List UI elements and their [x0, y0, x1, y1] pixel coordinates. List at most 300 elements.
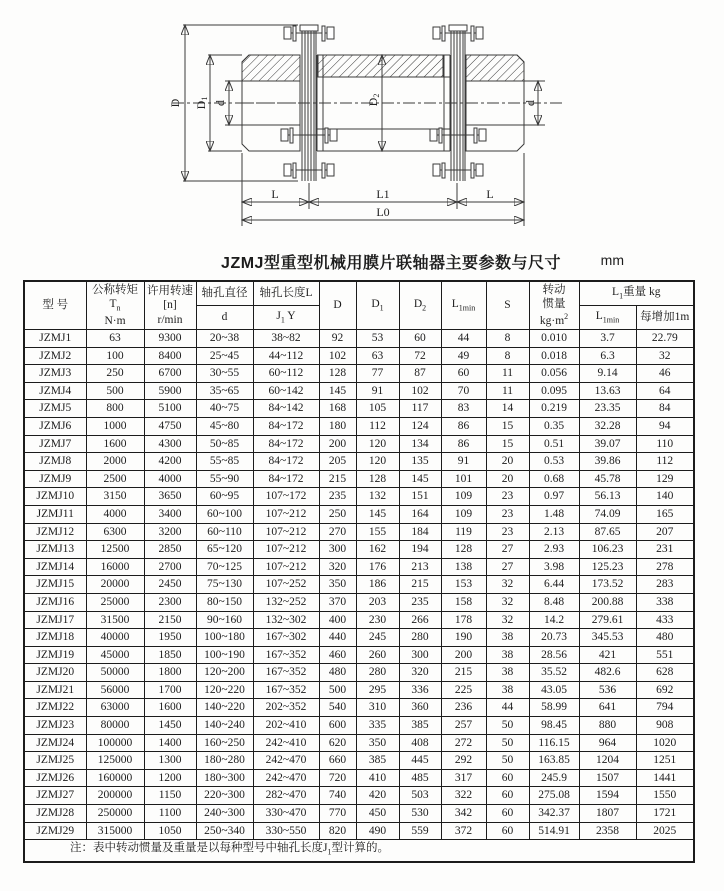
table-cell: 540 — [319, 699, 356, 717]
table-cell: 551 — [636, 646, 694, 664]
table-row — [24, 646, 694, 664]
table-cell: 138 — [441, 558, 486, 576]
table-cell: 23 — [486, 505, 529, 523]
table-cell: JZMJ9 — [24, 470, 86, 488]
table-cell: 155 — [356, 523, 399, 541]
header-weight-Lmin: $L_{1min}$ — [579, 306, 636, 330]
table-cell: 235 — [319, 488, 356, 506]
table-cell: 32 — [636, 347, 694, 365]
table-cell: 480 — [636, 629, 694, 647]
table-cell: 3150 — [86, 488, 144, 506]
table-row — [24, 611, 694, 629]
table-cell: 132~302 — [253, 611, 319, 629]
table-row — [24, 453, 694, 471]
table-cell: 107~252 — [253, 576, 319, 594]
page-title: JZMJ型重型机械用膜片联轴器主要参数与尺寸 — [221, 255, 561, 272]
table-cell: 245.9 — [529, 769, 579, 787]
table-cell: 128 — [319, 365, 356, 383]
table-cell: 800 — [86, 400, 144, 418]
table-cell: 1721 — [636, 805, 694, 823]
table-cell: 280 — [399, 629, 441, 647]
table-cell: 1251 — [636, 752, 694, 770]
table-cell: 128 — [356, 470, 399, 488]
table-cell: 4300 — [144, 435, 196, 453]
table-cell: 345.53 — [579, 629, 636, 647]
table-cell: 1550 — [636, 787, 694, 805]
coupling-drawing — [0, 0, 724, 246]
table-cell: 35.52 — [529, 664, 579, 682]
table-cell: 410 — [356, 769, 399, 787]
dim-label-d-right: d — [523, 100, 537, 106]
table-cell: 15 — [486, 435, 529, 453]
table-cell: 200 — [319, 435, 356, 453]
table-cell: 135 — [399, 453, 441, 471]
table-cell: 628 — [636, 664, 694, 682]
table-cell: 63 — [356, 347, 399, 365]
table-cell: 70 — [441, 382, 486, 400]
table-cell: 310 — [356, 699, 399, 717]
table-cell: 60~95 — [196, 488, 253, 506]
table-cell: 372 — [441, 822, 486, 840]
table-cell: 30~55 — [196, 365, 253, 383]
header-speed: 许用转速 [n] r/min — [144, 281, 196, 330]
table-cell: 45000 — [86, 646, 144, 664]
table-cell: 1020 — [636, 734, 694, 752]
table-cell: 295 — [356, 681, 399, 699]
table-cell: 1700 — [144, 681, 196, 699]
dim-label-L-left: L — [271, 187, 279, 201]
table-cell: 250000 — [86, 805, 144, 823]
table-cell: JZMJ1 — [24, 330, 86, 348]
table-cell: 3.98 — [529, 558, 579, 576]
table-cell: 317 — [441, 769, 486, 787]
dim-label-L0: L0 — [376, 205, 390, 219]
table-row — [24, 382, 694, 400]
table-cell: 60~110 — [196, 523, 253, 541]
table-cell: 908 — [636, 717, 694, 735]
header-d-symbol: d — [196, 306, 253, 330]
table-cell: 43.05 — [529, 681, 579, 699]
table-cell: 128 — [441, 541, 486, 559]
table-cell: 27 — [486, 558, 529, 576]
table-cell: 500 — [319, 681, 356, 699]
table-cell: 50 — [486, 752, 529, 770]
table-cell: JZMJ25 — [24, 752, 86, 770]
table-cell: JZMJ7 — [24, 435, 86, 453]
table-cell: 180~280 — [196, 752, 253, 770]
table-cell: 14.2 — [529, 611, 579, 629]
table-cell: 167~352 — [253, 664, 319, 682]
table-cell: JZMJ8 — [24, 453, 86, 471]
table-row — [24, 664, 694, 682]
table-cell: 70~125 — [196, 558, 253, 576]
table-cell: 56.13 — [579, 488, 636, 506]
table-cell: 482.6 — [579, 664, 636, 682]
table-cell: 342 — [441, 805, 486, 823]
table-cell: 660 — [319, 752, 356, 770]
table-cell: 158 — [441, 593, 486, 611]
table-cell: 8 — [486, 347, 529, 365]
table-cell: 0.010 — [529, 330, 579, 348]
table-cell: 1807 — [579, 805, 636, 823]
table-cell: 153 — [441, 576, 486, 594]
table-cell: 91 — [356, 382, 399, 400]
header-model: 型 号 — [24, 281, 86, 330]
table-cell: 260 — [356, 646, 399, 664]
table-cell: 55~85 — [196, 453, 253, 471]
table-cell: 0.056 — [529, 365, 579, 383]
table-cell: JZMJ21 — [24, 681, 86, 699]
table-cell: 880 — [579, 717, 636, 735]
table-cell: JZMJ5 — [24, 400, 86, 418]
table-cell: 132~252 — [253, 593, 319, 611]
table-row — [24, 470, 694, 488]
table-cell: 38~82 — [253, 330, 319, 348]
table-cell: 60 — [441, 365, 486, 383]
table-cell: 4000 — [144, 470, 196, 488]
table-row — [24, 558, 694, 576]
table-cell: 283 — [636, 576, 694, 594]
table-row — [24, 699, 694, 717]
dim-label-L-right: L — [486, 187, 494, 201]
table-cell: 60~100 — [196, 505, 253, 523]
table-cell: 87.65 — [579, 523, 636, 541]
table-cell: JZMJ26 — [24, 769, 86, 787]
table-cell: 559 — [399, 822, 441, 840]
table-cell: 740 — [319, 787, 356, 805]
table-cell: 215 — [399, 576, 441, 594]
table-cell: 186 — [356, 576, 399, 594]
table-cell: 2000 — [86, 453, 144, 471]
table-cell: 167~302 — [253, 629, 319, 647]
table-row — [24, 717, 694, 735]
table-cell: 385 — [399, 717, 441, 735]
table-cell: 25~45 — [196, 347, 253, 365]
table-cell: JZMJ4 — [24, 382, 86, 400]
table-cell: 207 — [636, 523, 694, 541]
table-cell: 162 — [356, 541, 399, 559]
table-cell: JZMJ2 — [24, 347, 86, 365]
table-cell: 480 — [319, 664, 356, 682]
table-cell: 320 — [319, 558, 356, 576]
table-row — [24, 681, 694, 699]
table-cell: 173.52 — [579, 576, 636, 594]
table-cell: 194 — [399, 541, 441, 559]
table-cell: 0.97 — [529, 488, 579, 506]
table-cell: 80~150 — [196, 593, 253, 611]
table-cell: 231 — [636, 541, 694, 559]
table-row — [24, 787, 694, 805]
table-cell: 102 — [399, 382, 441, 400]
table-cell: 165 — [636, 505, 694, 523]
table-cell: 180~300 — [196, 769, 253, 787]
table-cell: 134 — [399, 435, 441, 453]
table-cell: 236 — [441, 699, 486, 717]
table-cell: 106.23 — [579, 541, 636, 559]
table-cell: JZMJ16 — [24, 593, 86, 611]
table-cell: 190 — [441, 629, 486, 647]
table-cell: 60~142 — [253, 382, 319, 400]
table-cell: 2450 — [144, 576, 196, 594]
table-cell: 2150 — [144, 611, 196, 629]
table-cell: 235 — [399, 593, 441, 611]
table-cell: 120~200 — [196, 664, 253, 682]
table-cell: 530 — [399, 805, 441, 823]
table-cell: 440 — [319, 629, 356, 647]
table-cell: 23 — [486, 488, 529, 506]
table-cell: 6.44 — [529, 576, 579, 594]
table-cell: 50~85 — [196, 435, 253, 453]
table-row — [24, 752, 694, 770]
table-cell: 23.35 — [579, 400, 636, 418]
table-cell: 27 — [486, 541, 529, 559]
table-cell: 129 — [636, 470, 694, 488]
table-cell: 160~250 — [196, 734, 253, 752]
table-cell: 105 — [356, 400, 399, 418]
table-cell: 242~410 — [253, 734, 319, 752]
dim-label-D1: D1 — [194, 96, 209, 110]
table-cell: 3.7 — [579, 330, 636, 348]
table-cell: JZMJ28 — [24, 805, 86, 823]
table-cell: 0.51 — [529, 435, 579, 453]
table-cell: 0.35 — [529, 417, 579, 435]
table-cell: 8.48 — [529, 593, 579, 611]
table-cell: 3650 — [144, 488, 196, 506]
table-cell: 1594 — [579, 787, 636, 805]
table-cell: 91 — [441, 453, 486, 471]
table-cell: 101 — [441, 470, 486, 488]
table-cell: 3200 — [144, 523, 196, 541]
table-cell: 15 — [486, 417, 529, 435]
table-cell: 98.45 — [529, 717, 579, 735]
table-cell: 45.78 — [579, 470, 636, 488]
table-cell: 107~172 — [253, 488, 319, 506]
table-cell: JZMJ23 — [24, 717, 86, 735]
table-cell: 50 — [486, 734, 529, 752]
table-cell: 342.37 — [529, 805, 579, 823]
table-cell: 109 — [441, 488, 486, 506]
table-cell: 2358 — [579, 822, 636, 840]
table-cell: 100000 — [86, 734, 144, 752]
table-cell: 20~38 — [196, 330, 253, 348]
table-cell: 1600 — [86, 435, 144, 453]
table-cell: 23 — [486, 523, 529, 541]
table-cell: 60 — [399, 330, 441, 348]
table-cell: 275.08 — [529, 787, 579, 805]
table-cell: JZMJ22 — [24, 699, 86, 717]
table-cell: 83 — [441, 400, 486, 418]
table-cell: 2.13 — [529, 523, 579, 541]
table-cell: 40~75 — [196, 400, 253, 418]
table-cell: 102 — [319, 347, 356, 365]
table-cell: 282~470 — [253, 787, 319, 805]
table-cell: 107~212 — [253, 505, 319, 523]
table-cell: 31500 — [86, 611, 144, 629]
header-bore-diameter: 轴孔直径 — [196, 281, 253, 306]
table-cell: JZMJ19 — [24, 646, 86, 664]
table-cell: 45~80 — [196, 417, 253, 435]
table-cell: 168 — [319, 400, 356, 418]
table-cell: 65~120 — [196, 541, 253, 559]
table-row — [24, 593, 694, 611]
table-cell: 12500 — [86, 541, 144, 559]
table-cell: 5900 — [144, 382, 196, 400]
table-cell: 400 — [319, 611, 356, 629]
table-cell: 485 — [399, 769, 441, 787]
table-cell: 279.61 — [579, 611, 636, 629]
table-cell: 117 — [399, 400, 441, 418]
table-cell: 39.07 — [579, 435, 636, 453]
table-cell: 250 — [319, 505, 356, 523]
table-cell: 4200 — [144, 453, 196, 471]
table-cell: 60 — [486, 805, 529, 823]
table-cell: 60 — [486, 787, 529, 805]
table-cell: 2300 — [144, 593, 196, 611]
table-cell: 0.219 — [529, 400, 579, 418]
table-cell: 0.68 — [529, 470, 579, 488]
table-cell: 335 — [356, 717, 399, 735]
table-cell: 28.56 — [529, 646, 579, 664]
table-cell: 140~240 — [196, 717, 253, 735]
table-cell: 266 — [399, 611, 441, 629]
table-cell: 22.79 — [636, 330, 694, 348]
table-cell: 55~90 — [196, 470, 253, 488]
table-cell: 84~172 — [253, 417, 319, 435]
table-cell: 120~220 — [196, 681, 253, 699]
table-cell: 820 — [319, 822, 356, 840]
table-cell: 60 — [486, 769, 529, 787]
table-cell: 38 — [486, 646, 529, 664]
table-row — [24, 629, 694, 647]
table-cell: 1000 — [86, 417, 144, 435]
table-cell: 87 — [399, 365, 441, 383]
header-weight-per-m: 每增加1m — [636, 306, 694, 330]
table-cell: 116.15 — [529, 734, 579, 752]
table-cell: 536 — [579, 681, 636, 699]
table-cell: 86 — [441, 417, 486, 435]
table-cell: 272 — [441, 734, 486, 752]
table-cell: 109 — [441, 505, 486, 523]
table-cell: 225 — [441, 681, 486, 699]
table-cell: 125000 — [86, 752, 144, 770]
table-cell: 6.3 — [579, 347, 636, 365]
table-cell: 49 — [441, 347, 486, 365]
table-cell: 63 — [86, 330, 144, 348]
table-cell: 1400 — [144, 734, 196, 752]
table-cell: 257 — [441, 717, 486, 735]
table-cell: 245 — [356, 629, 399, 647]
table-cell: 203 — [356, 593, 399, 611]
table-cell: 315000 — [86, 822, 144, 840]
header-J1Y-symbol: $J_1$ Y — [253, 306, 319, 330]
table-cell: 84~172 — [253, 453, 319, 471]
table-cell: 1300 — [144, 752, 196, 770]
table-cell: 84~172 — [253, 470, 319, 488]
table-cell: JZMJ18 — [24, 629, 86, 647]
table-cell: 500 — [86, 382, 144, 400]
table-cell: 84~172 — [253, 435, 319, 453]
table-cell: 1850 — [144, 646, 196, 664]
table-cell: 60 — [486, 822, 529, 840]
table-cell: 0.095 — [529, 382, 579, 400]
table-cell: 140 — [636, 488, 694, 506]
dim-label-d-left: d — [213, 100, 227, 106]
table-cell: 240~300 — [196, 805, 253, 823]
table-row — [24, 417, 694, 435]
table-cell: JZMJ3 — [24, 365, 86, 383]
table-cell: 32 — [486, 576, 529, 594]
header-weight-group: $L_1$重量 kg — [579, 281, 694, 306]
table-cell: 145 — [356, 505, 399, 523]
table-cell: 11 — [486, 382, 529, 400]
table-cell: 433 — [636, 611, 694, 629]
table-cell: 38 — [486, 664, 529, 682]
table-cell: 1600 — [144, 699, 196, 717]
table-cell: 330~550 — [253, 822, 319, 840]
table-cell: 160000 — [86, 769, 144, 787]
table-cell: 278 — [636, 558, 694, 576]
table-cell: JZMJ20 — [24, 664, 86, 682]
table-cell: 13.63 — [579, 382, 636, 400]
table-cell: 270 — [319, 523, 356, 541]
table-cell: JZMJ24 — [24, 734, 86, 752]
table-cell: 1050 — [144, 822, 196, 840]
table-cell: JZMJ15 — [24, 576, 86, 594]
table-cell: 370 — [319, 593, 356, 611]
table-cell: 84 — [636, 400, 694, 418]
table-cell: 120 — [356, 435, 399, 453]
table-cell: 112 — [356, 417, 399, 435]
table-cell: 1441 — [636, 769, 694, 787]
table-cell: 163.85 — [529, 752, 579, 770]
table-cell: 692 — [636, 681, 694, 699]
table-cell: 770 — [319, 805, 356, 823]
table-row — [24, 523, 694, 541]
table-cell: 107~212 — [253, 523, 319, 541]
table-cell: 56000 — [86, 681, 144, 699]
table-cell: 200000 — [86, 787, 144, 805]
table-cell: 242~470 — [253, 752, 319, 770]
table-cell: 300 — [319, 541, 356, 559]
table-cell: 408 — [399, 734, 441, 752]
table-cell: 4000 — [86, 505, 144, 523]
header-inertia: 转动 惯量 $kg\cdot m^2$ — [529, 281, 579, 330]
table-note: 注：表中转动惯量及重量是以每种型号中轴孔长度$J_1$型计算的。 — [24, 840, 694, 862]
table-cell: 200.88 — [579, 593, 636, 611]
table-cell: 964 — [579, 734, 636, 752]
table-cell: 151 — [399, 488, 441, 506]
table-cell: 84~142 — [253, 400, 319, 418]
table-cell: 8 — [486, 330, 529, 348]
table-cell: 200 — [441, 646, 486, 664]
table-cell: 63000 — [86, 699, 144, 717]
table-row — [24, 822, 694, 840]
table-row — [24, 400, 694, 418]
dim-label-D2: D2 — [366, 93, 381, 107]
table-cell: 32.28 — [579, 417, 636, 435]
table-cell: 1100 — [144, 805, 196, 823]
table-row — [24, 488, 694, 506]
table-cell: 178 — [441, 611, 486, 629]
table-cell: JZMJ27 — [24, 787, 86, 805]
table-row — [24, 505, 694, 523]
table-cell: 25000 — [86, 593, 144, 611]
table-cell: 2850 — [144, 541, 196, 559]
table-cell: 1450 — [144, 717, 196, 735]
table-cell: JZMJ6 — [24, 417, 86, 435]
table-cell: 100 — [86, 347, 144, 365]
table-cell: 385 — [356, 752, 399, 770]
